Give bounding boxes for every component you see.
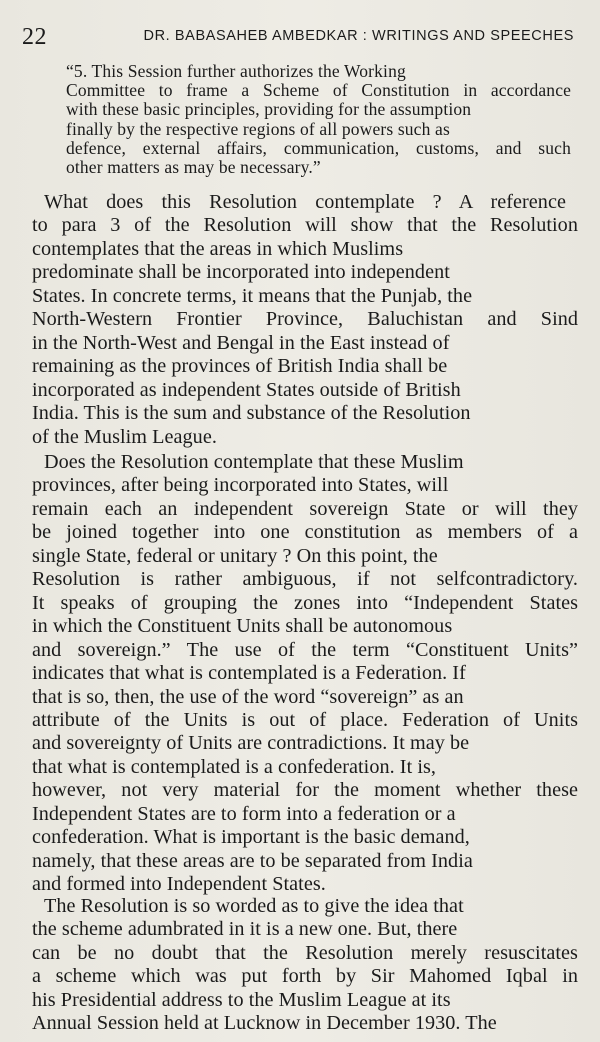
quote-line: other matters as may be necessary.” <box>66 157 321 178</box>
paragraph-line: What does this Resolution contemplate ? A reference <box>44 191 566 213</box>
quote-line: “5. This Session further authorizes the Working <box>66 61 406 81</box>
paragraph-line: however, not very material for the moment whether these <box>32 779 579 802</box>
paragraph-line: provinces, after being incorporated into States, will <box>32 474 449 497</box>
paragraph-line: Does the Resolution contemplate that these Muslim <box>44 451 464 473</box>
paragraph-line: his Presidential address to the Muslim League at its <box>32 988 451 1011</box>
paragraph-line: predominate shall be incorporated into independent <box>32 261 450 284</box>
paragraph-line: remaining as the provinces of British India shall be <box>32 355 448 378</box>
quote-line: Committee to frame a Scheme of Constitution in accordance <box>66 80 572 101</box>
paragraph-line: be joined together into one constitution as members of a <box>32 521 578 544</box>
paragraph-line: to para 3 of the Resolution will show that the Resolution <box>32 214 578 237</box>
quote-line: with these basic principles, providing for the assumption <box>66 99 472 120</box>
paragraph-line: It speaks of grouping the zones into “Independent States <box>32 591 579 614</box>
running-title: DR. BABASAHEB AMBEDKAR : WRITINGS AND SPEECHES <box>143 28 574 44</box>
paragraph-line: Annual Session held at Lucknow in December 1930. The <box>32 1012 497 1035</box>
paragraph-3 <box>32 895 578 1036</box>
paragraph-line: States. In concrete terms, it means that the Punjab, the <box>32 284 473 307</box>
paragraph-line: a scheme which was put forth by Sir Mahomed Iqbal in <box>32 965 579 988</box>
paragraph-line: in the North-West and Bengal in the East instead of <box>32 331 450 354</box>
paragraph-line: Independent States are to form into a federation or a <box>32 802 456 825</box>
paragraph-line: contemplates that the areas in which Muslims <box>32 237 404 260</box>
paragraph-line: that is so, then, the use of the word “sovereign” as an <box>32 685 464 708</box>
paragraph-line: incorporated as independent States outside of British <box>32 378 461 401</box>
paragraph-line: in which the Constituent Units shall be autonomous <box>32 615 453 638</box>
paragraph-line: Resolution is rather ambiguous, if not selfcontradictory. <box>32 568 579 591</box>
paragraph-line: India. This is the sum and substance of the Resolution <box>32 402 471 425</box>
paragraph-line: can be no doubt that the Resolution merely resuscitates <box>32 941 578 964</box>
quote-line: defence, external affairs, communication, customs, and such <box>66 137 571 158</box>
block-quote <box>66 62 571 177</box>
running-head <box>22 22 578 52</box>
paragraph-line: and sovereign.” The use of the term “Constituent Units” <box>32 638 579 661</box>
page-number: 22 <box>22 24 47 50</box>
paragraph-line: North-Western Frontier Province, Baluchistan and Sind <box>32 308 579 331</box>
paragraph-line: namely, that these areas are to be separated from India <box>32 849 473 872</box>
paragraph-1 <box>32 191 578 449</box>
paragraph-line: indicates that what is contemplated is a Federation. If <box>32 662 466 685</box>
paragraph-line: confederation. What is important is the basic demand, <box>32 826 470 849</box>
paragraph-line: that what is contemplated is a confederation. It is, <box>32 755 436 778</box>
paragraph-line: of the Muslim League. <box>32 425 217 448</box>
paragraph-line: The Resolution is so worded as to give the idea that <box>44 895 464 917</box>
quote-line: finally by the respective regions of all powers such as <box>66 118 450 139</box>
paragraph-line: single State, federal or unitary ? On this point, the <box>32 544 438 567</box>
paragraph-line: and formed into Independent States. <box>32 873 326 896</box>
paragraph-line: attribute of the Units is out of place. Federation of Units <box>32 708 579 731</box>
paragraph-line: and sovereignty of Units are contradictions. It may be <box>32 732 470 755</box>
paragraph-line: the scheme adumbrated in it is a new one. But, there <box>32 918 458 941</box>
paragraph-line: remain each an independent sovereign State or will they <box>32 497 579 520</box>
paragraph-2 <box>32 451 578 897</box>
